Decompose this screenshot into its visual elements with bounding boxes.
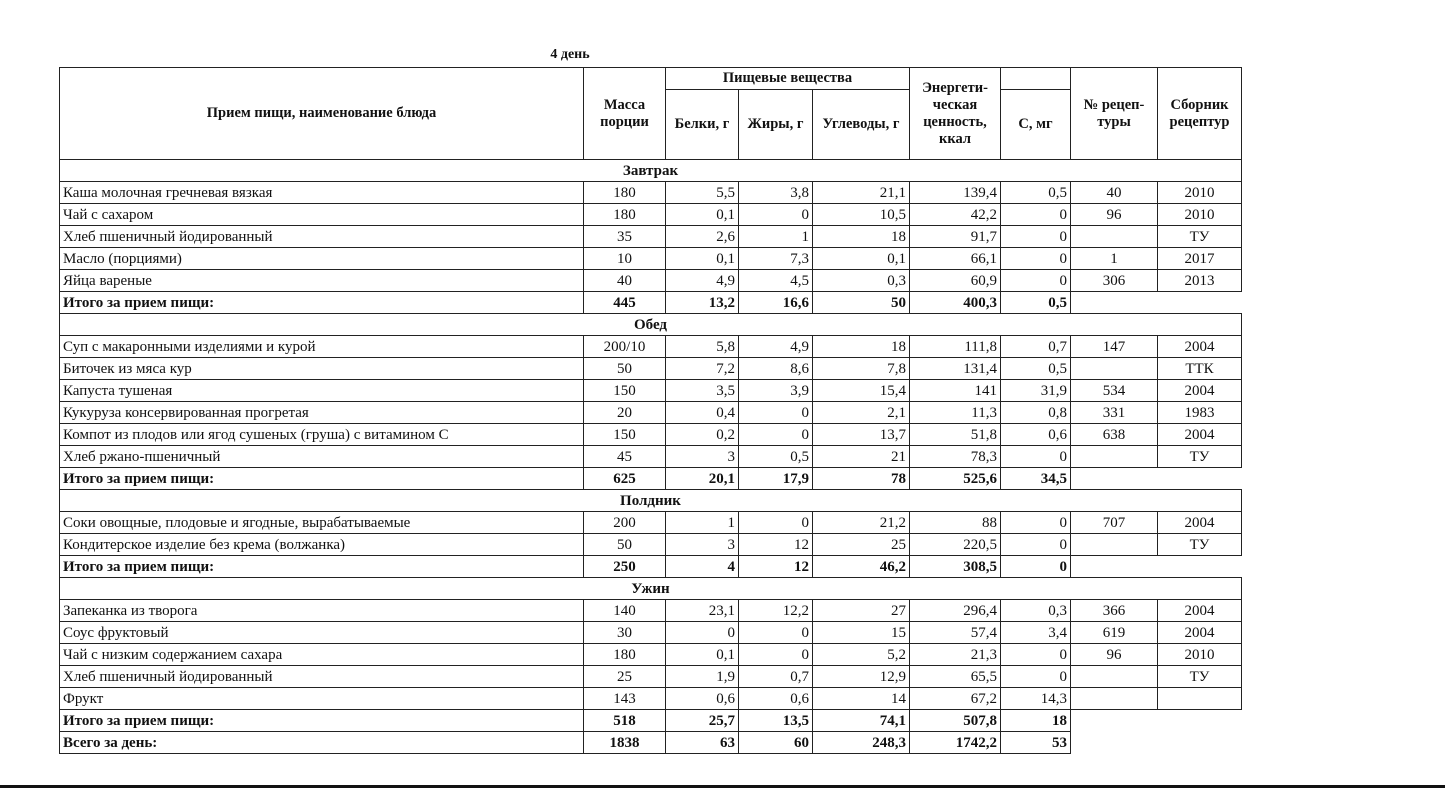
energy: 308,5 (910, 556, 1001, 578)
carbs: 21,1 (813, 182, 910, 204)
protein: 20,1 (666, 468, 739, 490)
header-recipe-no: № рецеп-туры (1071, 68, 1158, 160)
fat: 0 (739, 424, 813, 446)
vitc: 0 (1001, 226, 1071, 248)
vitc: 0 (1001, 512, 1071, 534)
vitc: 0 (1001, 204, 1071, 226)
vitc: 53 (1001, 732, 1071, 754)
header-collection: Сборник рецептур (1158, 68, 1242, 160)
section-header-row (60, 314, 1242, 336)
table-row (60, 424, 1242, 446)
vitc: 0,5 (1001, 182, 1071, 204)
energy: 91,7 (910, 226, 1001, 248)
carbs: 2,1 (813, 402, 910, 424)
energy: 400,3 (910, 292, 1001, 314)
carbs: 78 (813, 468, 910, 490)
dish-name: Хлеб пшеничный йодированный (60, 666, 584, 688)
carbs: 10,5 (813, 204, 910, 226)
energy: 57,4 (910, 622, 1001, 644)
table-row (60, 688, 1242, 710)
vitc: 0,3 (1001, 600, 1071, 622)
dish-name: Масло (порциями) (60, 248, 584, 270)
table-row (60, 248, 1242, 270)
energy: 1742,2 (910, 732, 1001, 754)
protein: 7,2 (666, 358, 739, 380)
vitc: 0 (1001, 446, 1071, 468)
fat: 16,6 (739, 292, 813, 314)
collection: 2013 (1158, 270, 1242, 292)
collection: 2004 (1158, 512, 1242, 534)
carbs: 0,1 (813, 248, 910, 270)
energy: 51,8 (910, 424, 1001, 446)
recipe-no (1071, 534, 1158, 556)
collection: 2004 (1158, 622, 1242, 644)
protein: 0 (666, 622, 739, 644)
vitc: 0 (1001, 248, 1071, 270)
section-header-row (60, 490, 1242, 512)
table-row (60, 446, 1242, 468)
protein: 0,1 (666, 204, 739, 226)
mass: 250 (584, 556, 666, 578)
header-carbs: Углеводы, г (813, 90, 910, 160)
collection: ТТК (1158, 358, 1242, 380)
carbs: 14 (813, 688, 910, 710)
carbs: 21 (813, 446, 910, 468)
section-title: Ужин (60, 578, 1242, 600)
protein: 23,1 (666, 600, 739, 622)
vitc: 0,8 (1001, 402, 1071, 424)
recipe-no: 331 (1071, 402, 1158, 424)
dish-name: Хлеб пшеничный йодированный (60, 226, 584, 248)
day-title: 4 день (550, 47, 590, 62)
section-header-row (60, 160, 1242, 182)
vitc: 0 (1001, 270, 1071, 292)
vitc: 0,6 (1001, 424, 1071, 446)
carbs: 15 (813, 622, 910, 644)
recipe-no: 96 (1071, 644, 1158, 666)
protein: 2,6 (666, 226, 739, 248)
collection: 2004 (1158, 424, 1242, 446)
recipe-no: 534 (1071, 380, 1158, 402)
mass: 200 (584, 512, 666, 534)
empty-cell (1071, 732, 1242, 754)
dish-name: Хлеб ржано-пшеничный (60, 446, 584, 468)
energy: 21,3 (910, 644, 1001, 666)
menu-body (60, 160, 1242, 754)
vitc: 34,5 (1001, 468, 1071, 490)
collection: 2010 (1158, 182, 1242, 204)
recipe-no: 147 (1071, 336, 1158, 358)
collection: 2010 (1158, 644, 1242, 666)
protein: 13,2 (666, 292, 739, 314)
mass: 150 (584, 380, 666, 402)
carbs: 46,2 (813, 556, 910, 578)
recipe-no (1071, 226, 1158, 248)
header-energy: Энергети-ческая ценность, ккал (910, 68, 1001, 160)
fat: 3,9 (739, 380, 813, 402)
energy: 525,6 (910, 468, 1001, 490)
empty-cell (1071, 710, 1242, 732)
carbs: 248,3 (813, 732, 910, 754)
recipe-no (1071, 358, 1158, 380)
collection: ТУ (1158, 446, 1242, 468)
fat: 0 (739, 622, 813, 644)
protein: 1,9 (666, 666, 739, 688)
energy: 220,5 (910, 534, 1001, 556)
recipe-no: 366 (1071, 600, 1158, 622)
dish-name: Биточек из мяса кур (60, 358, 584, 380)
fat: 1 (739, 226, 813, 248)
recipe-no (1071, 666, 1158, 688)
dish-name: Кондитерское изделие без крема (волжанка) (60, 534, 584, 556)
table-row (60, 534, 1242, 556)
mass: 30 (584, 622, 666, 644)
dish-name: Итого за прием пищи: (60, 292, 584, 314)
mass: 45 (584, 446, 666, 468)
carbs: 21,2 (813, 512, 910, 534)
collection: ТУ (1158, 534, 1242, 556)
table-row (60, 226, 1242, 248)
carbs: 27 (813, 600, 910, 622)
protein: 0,6 (666, 688, 739, 710)
energy: 131,4 (910, 358, 1001, 380)
dish-name: Соки овощные, плодовые и ягодные, вырабатываемые (60, 512, 584, 534)
protein: 0,4 (666, 402, 739, 424)
fat: 7,3 (739, 248, 813, 270)
fat: 4,9 (739, 336, 813, 358)
mass: 143 (584, 688, 666, 710)
carbs: 25 (813, 534, 910, 556)
protein: 1 (666, 512, 739, 534)
recipe-no: 619 (1071, 622, 1158, 644)
fat: 0 (739, 644, 813, 666)
carbs: 5,2 (813, 644, 910, 666)
fat: 12 (739, 556, 813, 578)
vitc: 0 (1001, 666, 1071, 688)
protein: 63 (666, 732, 739, 754)
vitc: 14,3 (1001, 688, 1071, 710)
collection: ТУ (1158, 226, 1242, 248)
fat: 12,2 (739, 600, 813, 622)
carbs: 13,7 (813, 424, 910, 446)
protein: 5,5 (666, 182, 739, 204)
mass: 50 (584, 358, 666, 380)
mass: 445 (584, 292, 666, 314)
dish-name: Каша молочная гречневая вязкая (60, 182, 584, 204)
table-row (60, 380, 1242, 402)
energy: 111,8 (910, 336, 1001, 358)
recipe-no (1071, 446, 1158, 468)
vitc: 18 (1001, 710, 1071, 732)
table-row (60, 644, 1242, 666)
collection: 2004 (1158, 600, 1242, 622)
carbs: 12,9 (813, 666, 910, 688)
section-title: Полдник (60, 490, 1242, 512)
table-row (60, 512, 1242, 534)
energy: 60,9 (910, 270, 1001, 292)
mass: 150 (584, 424, 666, 446)
protein: 5,8 (666, 336, 739, 358)
carbs: 0,3 (813, 270, 910, 292)
dish-name: Итого за прием пищи: (60, 710, 584, 732)
mass: 625 (584, 468, 666, 490)
fat: 13,5 (739, 710, 813, 732)
collection: 1983 (1158, 402, 1242, 424)
fat: 0,7 (739, 666, 813, 688)
fat: 0 (739, 402, 813, 424)
energy: 66,1 (910, 248, 1001, 270)
energy: 78,3 (910, 446, 1001, 468)
section-header-row (60, 578, 1242, 600)
energy: 88 (910, 512, 1001, 534)
vitc: 0,5 (1001, 358, 1071, 380)
meal-total-row (60, 468, 1242, 490)
header-fat: Жиры, г (739, 90, 813, 160)
mass: 25 (584, 666, 666, 688)
carbs: 50 (813, 292, 910, 314)
section-title: Обед (60, 314, 1242, 336)
mass: 35 (584, 226, 666, 248)
table-row (60, 666, 1242, 688)
fat: 0 (739, 512, 813, 534)
fat: 17,9 (739, 468, 813, 490)
dish-name: Всего за день: (60, 732, 584, 754)
protein: 3 (666, 446, 739, 468)
dish-name: Яйца вареные (60, 270, 584, 292)
table-row (60, 600, 1242, 622)
mass: 50 (584, 534, 666, 556)
collection: 2004 (1158, 380, 1242, 402)
table-row (60, 270, 1242, 292)
table-row (60, 402, 1242, 424)
vitc: 3,4 (1001, 622, 1071, 644)
dish-name: Фрукт (60, 688, 584, 710)
dish-name: Чай с сахаром (60, 204, 584, 226)
energy: 11,3 (910, 402, 1001, 424)
header-vitc: С, мг (1001, 90, 1071, 160)
fat: 0,5 (739, 446, 813, 468)
protein: 3 (666, 534, 739, 556)
collection (1158, 688, 1242, 710)
energy: 139,4 (910, 182, 1001, 204)
carbs: 18 (813, 226, 910, 248)
vitc: 0 (1001, 556, 1071, 578)
dish-name: Кукуруза консервированная прогретая (60, 402, 584, 424)
mass: 20 (584, 402, 666, 424)
meal-total-row (60, 292, 1242, 314)
mass: 180 (584, 204, 666, 226)
carbs: 18 (813, 336, 910, 358)
mass: 518 (584, 710, 666, 732)
collection: 2017 (1158, 248, 1242, 270)
menu-table (59, 67, 1242, 754)
dish-name: Соус фруктовый (60, 622, 584, 644)
mass: 40 (584, 270, 666, 292)
section-title: Завтрак (60, 160, 1242, 182)
table-row (60, 622, 1242, 644)
empty-cell (1071, 556, 1242, 578)
protein: 0,1 (666, 644, 739, 666)
energy: 65,5 (910, 666, 1001, 688)
fat: 8,6 (739, 358, 813, 380)
fat: 0 (739, 204, 813, 226)
mass: 180 (584, 182, 666, 204)
vitc: 0,5 (1001, 292, 1071, 314)
table-row (60, 182, 1242, 204)
energy: 67,2 (910, 688, 1001, 710)
recipe-no: 306 (1071, 270, 1158, 292)
protein: 0,1 (666, 248, 739, 270)
recipe-no: 1 (1071, 248, 1158, 270)
dish-name: Компот из плодов или ягод сушеных (груша) с витамином С (60, 424, 584, 446)
mass: 200/10 (584, 336, 666, 358)
header-nutrients: Пищевые вещества (666, 68, 910, 90)
header-mass: Масса порции (584, 68, 666, 160)
collection: ТУ (1158, 666, 1242, 688)
vitc: 31,9 (1001, 380, 1071, 402)
dish-name: Суп с макаронными изделиями и курой (60, 336, 584, 358)
carbs: 15,4 (813, 380, 910, 402)
protein: 4 (666, 556, 739, 578)
fat: 4,5 (739, 270, 813, 292)
dish-name: Запеканка из творога (60, 600, 584, 622)
energy: 141 (910, 380, 1001, 402)
recipe-no (1071, 688, 1158, 710)
energy: 42,2 (910, 204, 1001, 226)
carbs: 74,1 (813, 710, 910, 732)
vitc: 0,7 (1001, 336, 1071, 358)
fat: 12 (739, 534, 813, 556)
header-dish: Прием пищи, наименование блюда (60, 68, 584, 160)
table-row (60, 204, 1242, 226)
mass: 140 (584, 600, 666, 622)
recipe-no: 40 (1071, 182, 1158, 204)
recipe-no: 96 (1071, 204, 1158, 226)
collection: 2004 (1158, 336, 1242, 358)
table-row (60, 358, 1242, 380)
protein: 25,7 (666, 710, 739, 732)
mass: 180 (584, 644, 666, 666)
fat: 3,8 (739, 182, 813, 204)
vitc: 0 (1001, 534, 1071, 556)
collection: 2010 (1158, 204, 1242, 226)
fat: 0,6 (739, 688, 813, 710)
recipe-no: 707 (1071, 512, 1158, 534)
dish-name: Итого за прием пищи: (60, 556, 584, 578)
empty-cell (1071, 292, 1242, 314)
protein: 4,9 (666, 270, 739, 292)
mass: 1838 (584, 732, 666, 754)
header-protein: Белки, г (666, 90, 739, 160)
dish-name: Итого за прием пищи: (60, 468, 584, 490)
protein: 0,2 (666, 424, 739, 446)
day-total-row (60, 732, 1242, 754)
dish-name: Чай с низким содержанием сахара (60, 644, 584, 666)
fat: 60 (739, 732, 813, 754)
energy: 507,8 (910, 710, 1001, 732)
energy: 296,4 (910, 600, 1001, 622)
meal-total-row (60, 556, 1242, 578)
vitc: 0 (1001, 644, 1071, 666)
protein: 3,5 (666, 380, 739, 402)
table-row (60, 336, 1242, 358)
empty-cell (1071, 468, 1242, 490)
dish-name: Капуста тушеная (60, 380, 584, 402)
mass: 10 (584, 248, 666, 270)
recipe-no: 638 (1071, 424, 1158, 446)
meal-total-row (60, 710, 1242, 732)
carbs: 7,8 (813, 358, 910, 380)
header-blank (1001, 68, 1071, 90)
